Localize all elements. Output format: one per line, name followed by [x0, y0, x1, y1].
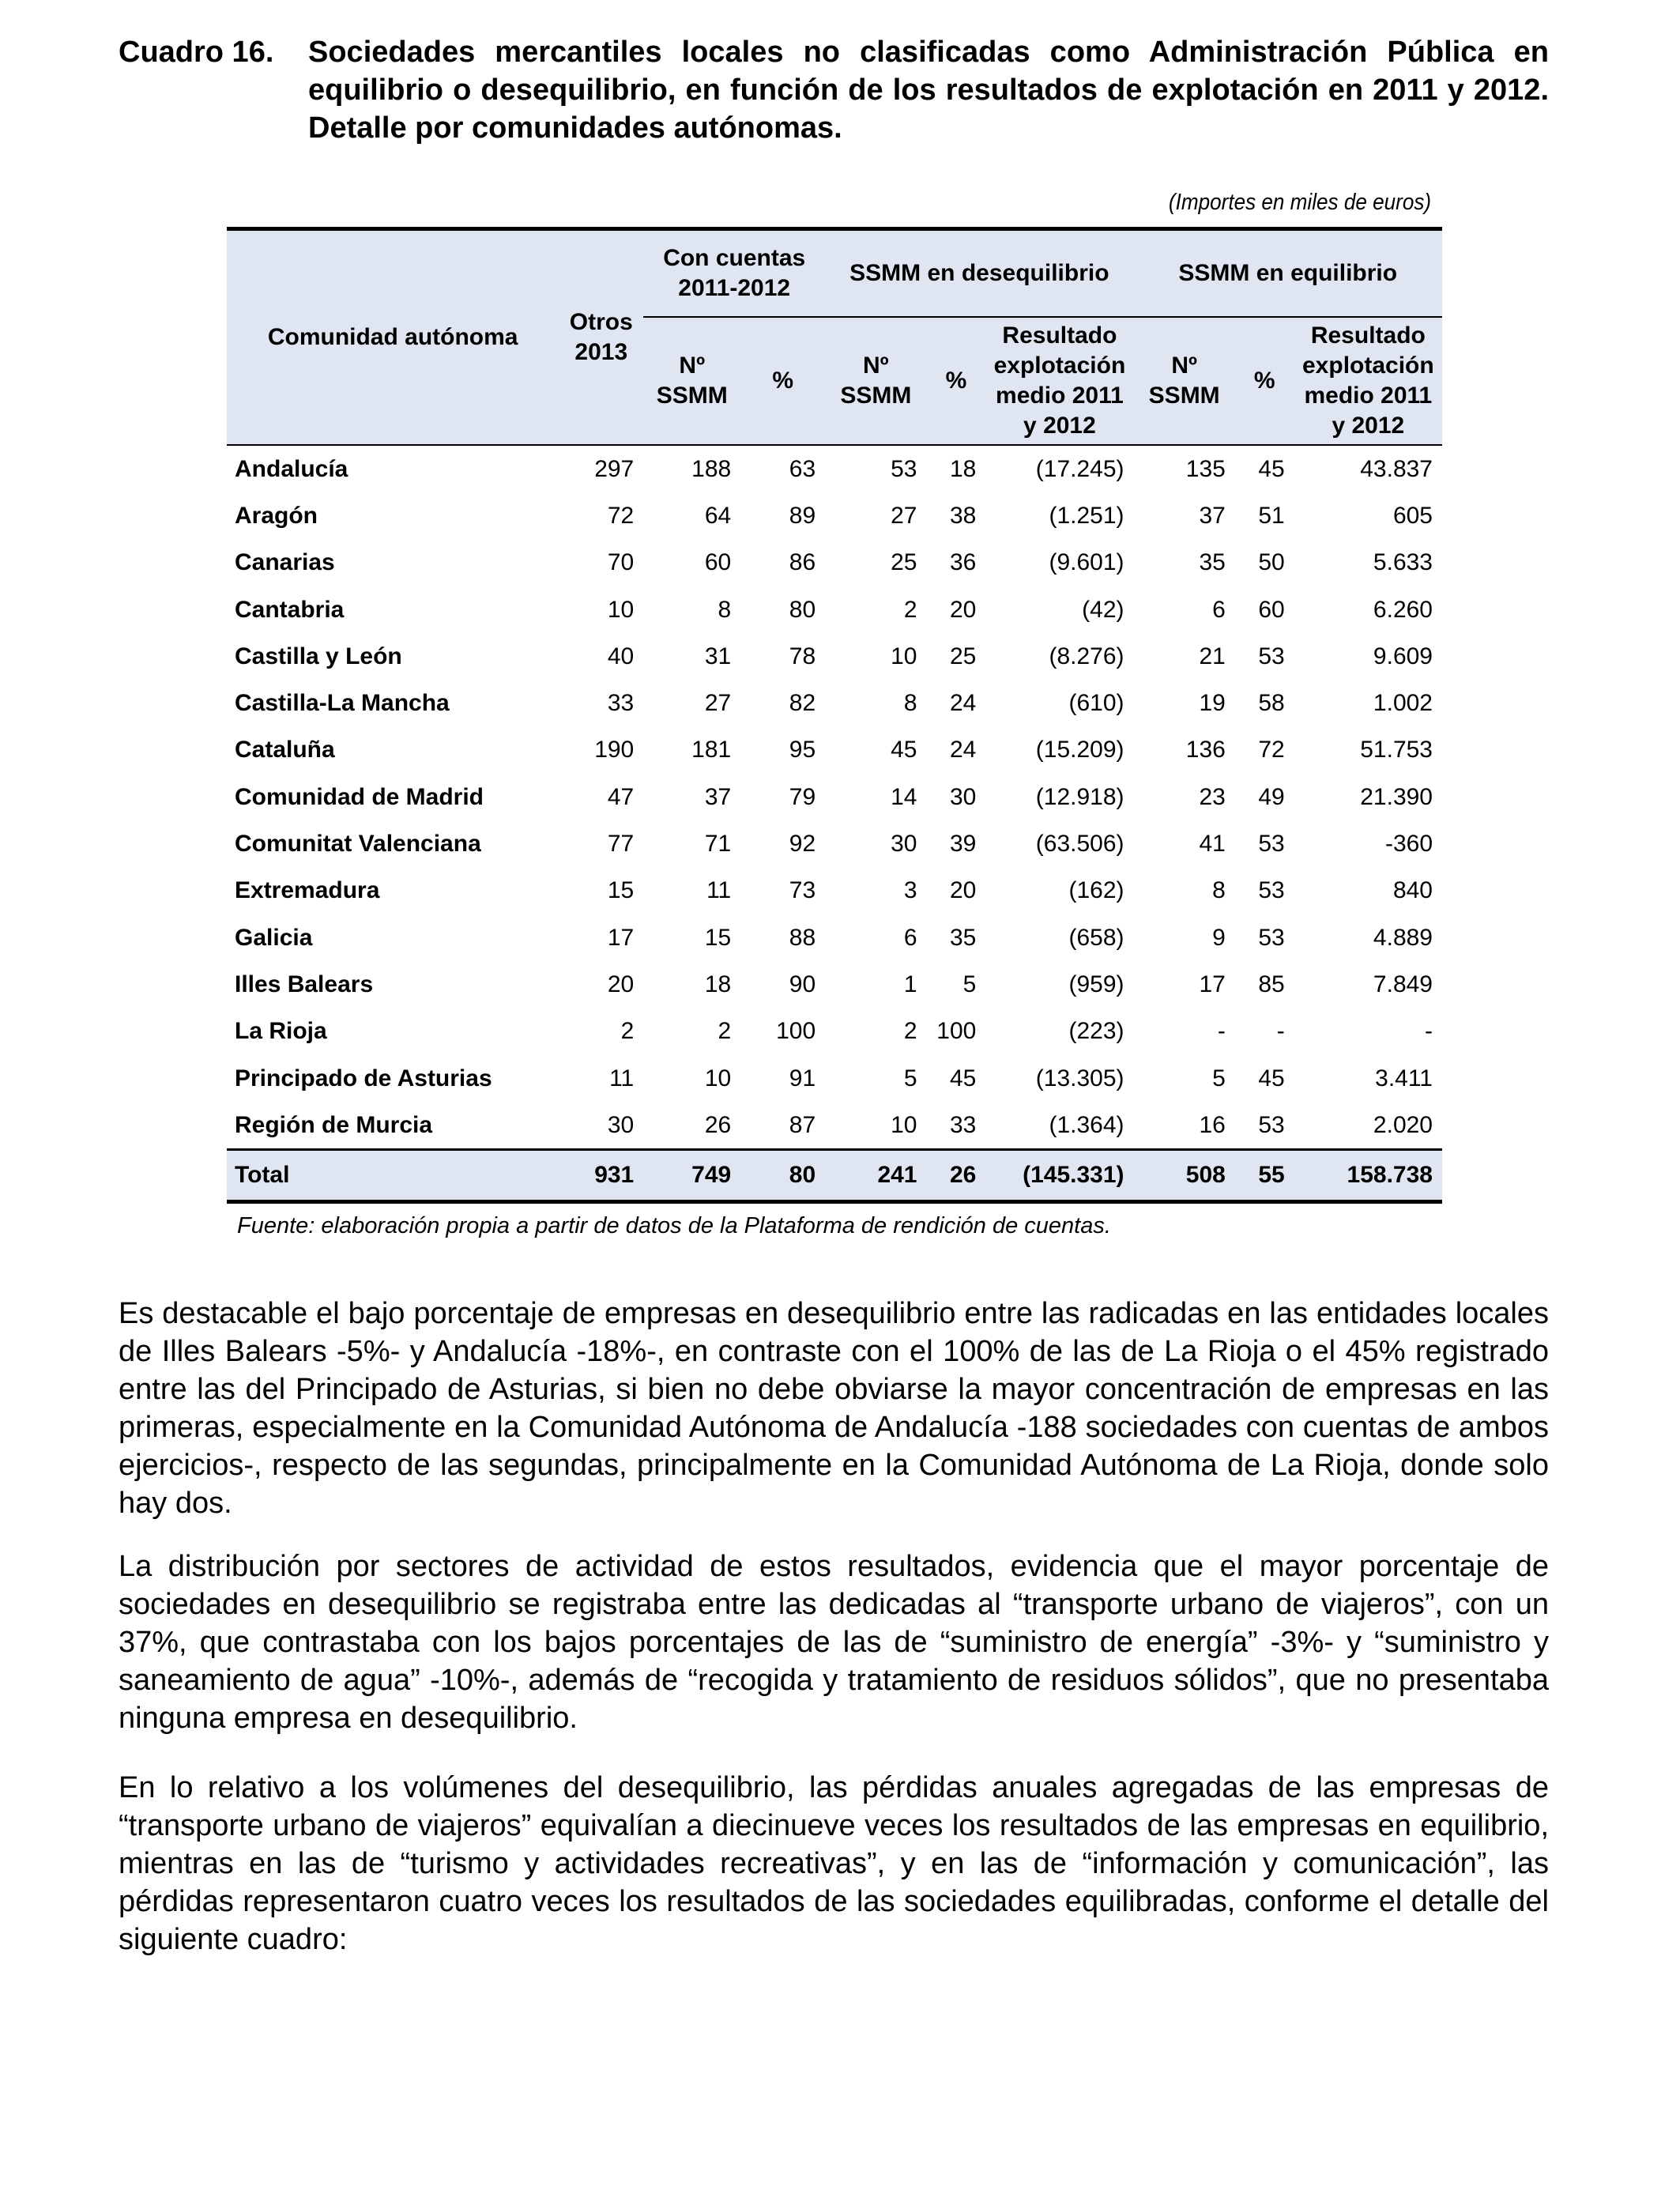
cell-e-pct: 53 — [1258, 924, 1285, 951]
header-cc-pct: % — [740, 317, 825, 445]
header-e-resultado: Resultado explotación medio 2011 y 2012 — [1294, 317, 1442, 445]
cell-cc-n: 71 — [704, 831, 732, 858]
caption-text: Sociedades mercantiles locales no clasificadas como Administración Pública en equilibrio o desequilibrio, en función de los resultados de explotación en 2011 y 2012. Detalle por comunidades autónomas. — [308, 36, 1549, 145]
cell-e-n: 5 — [1212, 1065, 1226, 1091]
header-con-cuentas: Con cuentas 2011-2012 — [643, 229, 825, 318]
cell-d-res: (63.506) — [1035, 831, 1124, 858]
cell-cc-pct: 95 — [789, 737, 816, 763]
cell-d-n: 53 — [825, 445, 926, 492]
cell-e-res: 21.390 — [1360, 783, 1433, 810]
cell-cc-pct: 92 — [789, 831, 816, 858]
cell-d-n: 10 — [891, 643, 917, 669]
table-row — [227, 1008, 1442, 1055]
cell-otros: 11 — [609, 1065, 635, 1091]
cell-otros: 47 — [607, 783, 635, 810]
cell-name: Andalucía — [227, 445, 559, 492]
cell-cc-pct: 73 — [789, 877, 816, 904]
data-table-container — [227, 227, 1442, 1204]
cell-e-res: 158.738 — [1294, 1150, 1442, 1202]
cell-cc-pct: 80 — [789, 596, 816, 623]
cell-d-res: (223) — [1068, 1018, 1124, 1045]
cell-e-pct: 53 — [1258, 877, 1285, 904]
cell-d-res: (145.331) — [985, 1150, 1133, 1202]
cell-e-n: - — [1217, 1018, 1226, 1045]
cell-e-res: 840 — [1392, 877, 1433, 904]
cell-e-pct: 45 — [1235, 445, 1294, 492]
table-row — [227, 492, 1442, 539]
cell-e-n: 6 — [1212, 596, 1226, 623]
header-e-pct: % — [1235, 317, 1294, 445]
cell-d-res: (1.251) — [1049, 502, 1124, 529]
table-row — [227, 868, 1442, 914]
cell-cc-pct: 82 — [789, 690, 816, 717]
cell-d-n: 2 — [903, 596, 917, 623]
table-row — [227, 445, 1442, 492]
cell-d-pct: 35 — [949, 924, 977, 951]
cell-e-res: -360 — [1384, 831, 1433, 858]
cell-d-pct: 24 — [949, 690, 977, 717]
cell-cc-pct: 87 — [789, 1111, 816, 1138]
cell-d-pct: 5 — [962, 971, 977, 997]
cell-otros: 2 — [620, 1018, 635, 1045]
data-table — [227, 227, 1442, 1204]
cell-d-res: (42) — [1082, 596, 1124, 623]
cell-d-res: (9.601) — [1049, 549, 1124, 576]
cell-cc-n: 15 — [704, 924, 732, 951]
cell-cc-n: 64 — [704, 502, 732, 529]
cell-name: Castilla-La Mancha — [235, 690, 450, 717]
table-row — [227, 1055, 1442, 1102]
cell-e-pct: 50 — [1258, 549, 1285, 576]
cell-name: Comunitat Valenciana — [235, 831, 481, 858]
header-comunidad: Comunidad autónoma — [227, 229, 559, 446]
cell-d-pct: 39 — [949, 831, 977, 858]
cell-d-n: 8 — [903, 690, 917, 717]
header-e-n: Nº SSMM — [1134, 317, 1235, 445]
cell-d-n: 27 — [891, 502, 917, 529]
cell-cc-pct: 100 — [776, 1018, 816, 1045]
cell-e-res: 2.020 — [1373, 1111, 1433, 1138]
cell-cc-pct: 91 — [789, 1065, 816, 1091]
cell-d-res: (610) — [1068, 690, 1124, 717]
cell-d-res: (15.209) — [1035, 737, 1124, 763]
cell-name: Illes Balears — [235, 971, 374, 997]
cell-cc-pct: 79 — [789, 783, 816, 810]
table-row — [227, 774, 1442, 820]
cell-e-res: 7.849 — [1373, 971, 1433, 997]
cell-name: Canarias — [235, 549, 335, 576]
table-body — [227, 445, 1442, 1150]
paragraph-1: Es destacable el bajo porcentaje de empresas en desequilibrio entre las radicadas en las entidades locales de Illes Balears -5%- y Andalucía -18%-, en contraste con el 100% de las de La Rioja o el 45% registrado entre las del Principado de Asturias, si bien no debe obviarse la mayor concentración de empresas en las primeras, especialmente en la Comunidad Autónoma de Andalucía -188 sociedades con cuentas de ambos ejercicios-, respecto de las segundas, principalmente en la Comunidad Autónoma de La Rioja, donde solo hay dos. — [119, 1297, 1549, 1520]
cell-name: Región de Murcia — [235, 1111, 433, 1138]
cell-name: Cataluña — [235, 737, 335, 763]
cell-otros: 72 — [607, 502, 635, 529]
cell-name: Cantabria — [235, 596, 345, 623]
cell-d-n: 45 — [891, 737, 917, 763]
cell-d-n: 2 — [903, 1018, 917, 1045]
cell-cc-n: 749 — [643, 1150, 740, 1202]
cell-e-res: 4.889 — [1373, 924, 1433, 951]
cell-e-pct: 53 — [1258, 831, 1285, 858]
cell-e-n: 136 — [1185, 737, 1226, 763]
cell-d-pct: 26 — [927, 1150, 986, 1202]
source-note: Fuente: elaboración propia a partir de datos de la Plataforma de rendición de cuentas. — [237, 1213, 1111, 1238]
caption-label: Cuadro 16. — [119, 36, 274, 69]
cell-e-res: 9.609 — [1373, 643, 1433, 669]
cell-d-n: 5 — [903, 1065, 917, 1091]
header-d-resultado: Resultado explotación medio 2011 y 2012 — [985, 317, 1133, 445]
cell-otros: 20 — [607, 971, 635, 997]
cell-cc-n: 2 — [718, 1018, 732, 1045]
cell-e-res: 3.411 — [1375, 1065, 1433, 1091]
cell-e-pct: 53 — [1258, 643, 1285, 669]
cell-otros: 15 — [607, 877, 635, 904]
cell-d-pct: 20 — [949, 877, 977, 904]
table-row — [227, 727, 1442, 774]
cell-e-n: 19 — [1199, 690, 1226, 717]
cell-cc-n: 11 — [706, 877, 732, 904]
cell-e-pct: 72 — [1258, 737, 1285, 763]
table-row — [227, 914, 1442, 961]
cell-d-n: 25 — [891, 549, 917, 576]
cell-name: Castilla y León — [235, 643, 402, 669]
table-caption — [119, 33, 1549, 147]
cell-cc-n: 188 — [643, 445, 740, 492]
cell-e-res: 6.260 — [1373, 596, 1433, 623]
cell-cc-pct: 89 — [789, 502, 816, 529]
cell-e-pct: 51 — [1258, 502, 1285, 529]
paragraph-2: La distribución por sectores de actividad de estos resultados, evidencia que el mayor porcentaje de sociedades en desequilibrio se registraba entre las dedicadas al “transporte urbano de viajeros”, con un 37%, que contrastaba con los bajos porcentajes de las de “suministro de energía” -3%- y “suministro y saneamiento de agua” -10%-, además de “recogida y tratamiento de residuos sólidos”, que no presentaba ninguna empresa en desequilibrio. — [119, 1550, 1549, 1735]
cell-e-n: 17 — [1199, 971, 1226, 997]
units-note: (Importes en miles de euros) — [1168, 190, 1431, 215]
cell-cc-pct: 78 — [789, 643, 816, 669]
cell-otros: 17 — [607, 924, 635, 951]
cell-e-res: 5.633 — [1373, 549, 1433, 576]
cell-e-res: 1.002 — [1373, 690, 1433, 717]
cell-e-pct: 85 — [1258, 971, 1285, 997]
cell-e-pct: 45 — [1258, 1065, 1285, 1091]
cell-name: Extremadura — [235, 877, 380, 904]
cell-otros: 931 — [559, 1150, 643, 1202]
cell-cc-pct: 88 — [789, 924, 816, 951]
cell-e-n: 21 — [1199, 643, 1226, 669]
table-row — [227, 1102, 1442, 1150]
cell-name: Aragón — [235, 502, 318, 529]
cell-otros: 40 — [607, 643, 635, 669]
cell-d-res: (959) — [1068, 971, 1124, 997]
cell-cc-n: 60 — [704, 549, 732, 576]
cell-e-pct: 49 — [1258, 783, 1285, 810]
cell-d-n: 1 — [903, 971, 917, 997]
cell-d-n: 6 — [903, 924, 917, 951]
cell-e-res: 51.753 — [1360, 737, 1433, 763]
cell-d-res: (162) — [1068, 877, 1124, 904]
cell-d-n: 10 — [891, 1111, 917, 1138]
cell-d-n: 30 — [891, 831, 917, 858]
table-row — [227, 680, 1442, 726]
table-row — [227, 633, 1442, 680]
table-row — [227, 820, 1442, 867]
cell-otros: 30 — [607, 1111, 635, 1138]
cell-e-pct: 60 — [1258, 596, 1285, 623]
cell-cc-n: 8 — [718, 596, 732, 623]
cell-cc-n: 27 — [704, 690, 732, 717]
cell-e-pct: 53 — [1258, 1111, 1285, 1138]
cell-otros: 10 — [607, 596, 635, 623]
cell-name: Comunidad de Madrid — [235, 783, 484, 810]
cell-d-pct: 20 — [949, 596, 977, 623]
cell-d-res: (13.305) — [1035, 1065, 1124, 1091]
cell-d-res: (8.276) — [1049, 643, 1124, 669]
cell-d-pct: 36 — [949, 549, 977, 576]
cell-e-pct: 58 — [1258, 690, 1285, 717]
cell-cc-n: 26 — [704, 1111, 732, 1138]
cell-cc-pct: 90 — [789, 971, 816, 997]
cell-e-pct: 55 — [1235, 1150, 1294, 1202]
cell-d-n: 241 — [825, 1150, 926, 1202]
cell-d-n: 3 — [903, 877, 917, 904]
cell-e-n: 41 — [1199, 831, 1226, 858]
cell-otros: 70 — [607, 549, 635, 576]
cell-e-n: 16 — [1199, 1111, 1226, 1138]
cell-cc-n: 10 — [704, 1065, 732, 1091]
cell-e-n: 23 — [1199, 783, 1226, 810]
cell-e-n: 35 — [1199, 549, 1226, 576]
cell-e-n: 37 — [1199, 502, 1226, 529]
cell-d-pct: 38 — [949, 502, 977, 529]
header-cc-n: Nº SSMM — [643, 317, 740, 445]
cell-otros: 297 — [559, 445, 643, 492]
cell-e-res: 605 — [1392, 502, 1433, 529]
cell-e-n: 135 — [1134, 445, 1235, 492]
cell-otros: 190 — [594, 737, 635, 763]
cell-d-pct: 25 — [949, 643, 977, 669]
table-row — [227, 961, 1442, 1008]
cell-e-pct: - — [1276, 1018, 1285, 1045]
header-desequilibrio: SSMM en desequilibrio — [825, 229, 1133, 318]
cell-d-res: (17.245) — [985, 445, 1133, 492]
cell-otros: 33 — [607, 690, 635, 717]
table-row — [227, 540, 1442, 586]
cell-name: Total — [227, 1150, 559, 1202]
cell-d-res: (1.364) — [1049, 1111, 1124, 1138]
header-d-pct: % — [927, 317, 986, 445]
cell-d-res: (12.918) — [1035, 783, 1124, 810]
cell-e-res: - — [1425, 1018, 1433, 1045]
header-equilibrio: SSMM en equilibrio — [1134, 229, 1442, 318]
header-d-n: Nº SSMM — [825, 317, 926, 445]
paragraph-3: En lo relativo a los volúmenes del desequilibrio, las pérdidas anuales agregadas de las empresas de “transporte urbano de viajeros” equivalían a diecinueve veces los resultados de las empresas en equilibrio, mientras en las de “turismo y actividades recreativas”, y en las de “información y comunicación”, las pérdidas representaron cuatro veces los resultados de las sociedades equilibradas, conforme el detalle del siguiente cuadro: — [119, 1771, 1549, 1956]
cell-name: La Rioja — [235, 1018, 327, 1045]
cell-e-res: 43.837 — [1294, 445, 1442, 492]
cell-d-pct: 24 — [949, 737, 977, 763]
cell-e-n: 8 — [1212, 877, 1226, 904]
cell-cc-n: 181 — [691, 737, 732, 763]
cell-cc-n: 31 — [704, 643, 732, 669]
cell-d-pct: 18 — [927, 445, 986, 492]
cell-d-res: (658) — [1068, 924, 1124, 951]
table-row — [227, 586, 1442, 633]
cell-cc-n: 37 — [704, 783, 732, 810]
cell-d-pct: 100 — [936, 1018, 977, 1045]
cell-cc-pct: 63 — [740, 445, 825, 492]
cell-cc-pct: 86 — [789, 549, 816, 576]
cell-d-n: 14 — [891, 783, 917, 810]
cell-cc-n: 18 — [704, 971, 732, 997]
cell-cc-pct: 80 — [740, 1150, 825, 1202]
cell-d-pct: 30 — [949, 783, 977, 810]
header-otros: Otros 2013 — [559, 229, 643, 446]
cell-otros: 77 — [607, 831, 635, 858]
table-row-total — [227, 1150, 1442, 1202]
cell-e-n: 9 — [1212, 924, 1226, 951]
cell-d-pct: 33 — [949, 1111, 977, 1138]
cell-name: Principado de Asturias — [235, 1065, 492, 1091]
cell-d-pct: 45 — [949, 1065, 977, 1091]
cell-e-n: 508 — [1134, 1150, 1235, 1202]
cell-name: Galicia — [235, 924, 313, 951]
